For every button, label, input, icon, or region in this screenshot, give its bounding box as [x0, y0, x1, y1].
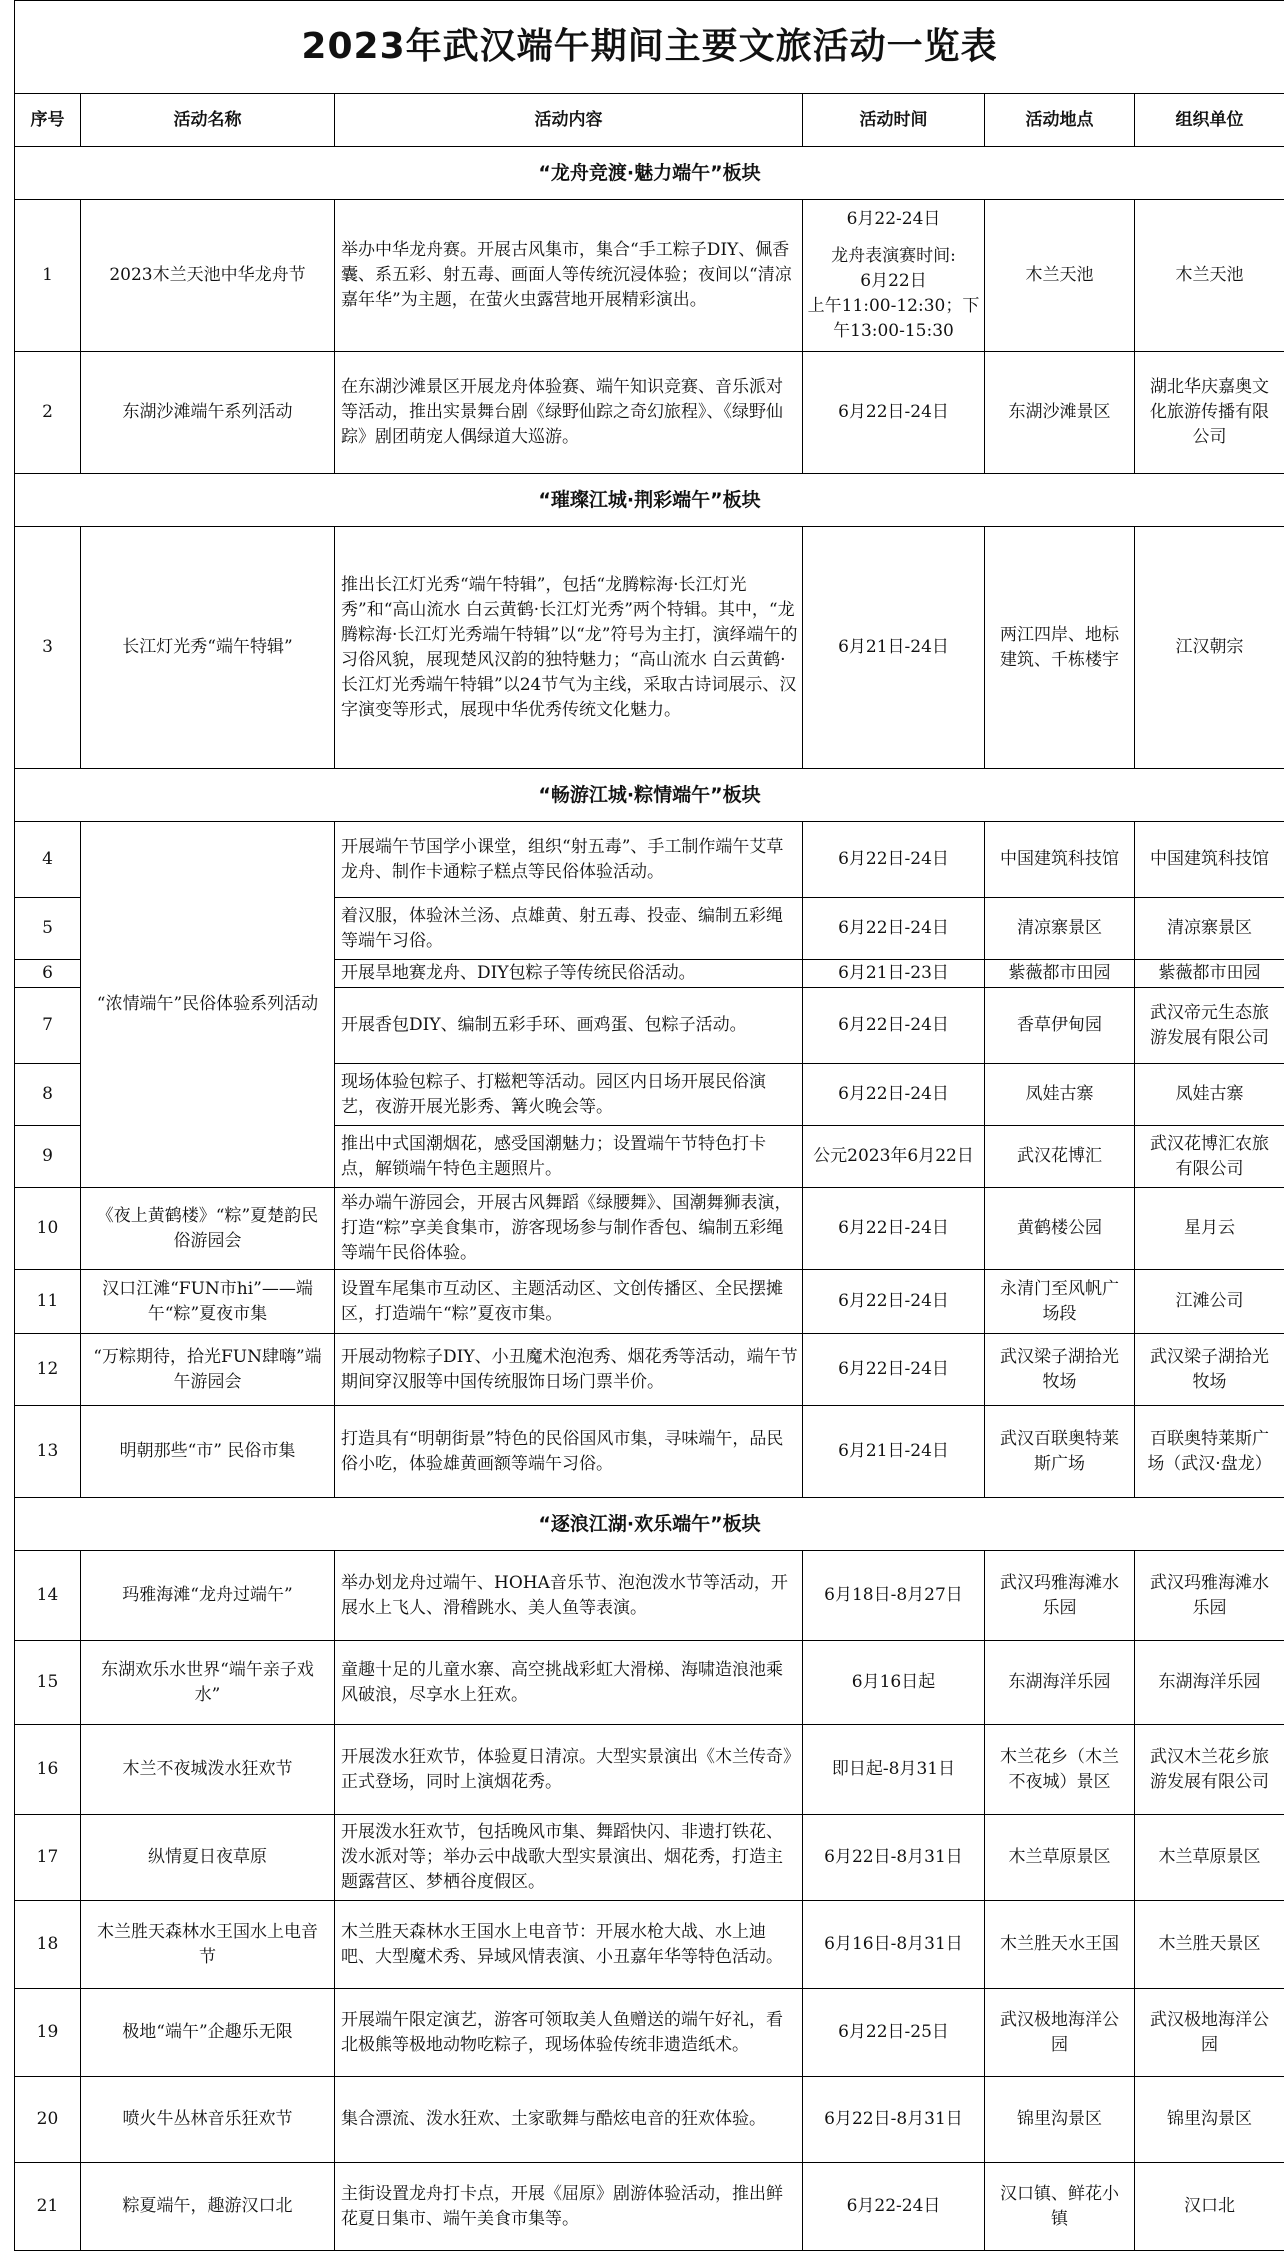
activity-location: 永清门至风帆广场段 — [985, 1270, 1135, 1334]
activity-name: 木兰不夜城泼水狂欢节 — [81, 1725, 335, 1815]
header-time: 活动时间 — [803, 94, 985, 147]
activity-time: 6月22日-24日 — [803, 988, 985, 1064]
activity-location: 武汉玛雅海滩水乐园 — [985, 1551, 1135, 1641]
section-row — [15, 1498, 1284, 1551]
activity-name: 汉口江滩“FUN市hi”——端午“粽”夏夜市集 — [81, 1270, 335, 1334]
activity-location: 黄鹤楼公园 — [985, 1188, 1135, 1270]
activity-location: 武汉百联奥特莱斯广场 — [985, 1406, 1135, 1498]
activity-content: 现场体验包粽子、打糍粑等活动。园区内日场开展民俗演艺，夜游开展光影秀、篝火晚会等。 — [335, 1064, 803, 1126]
section-title: “璀璨江城·荆彩端午”板块 — [15, 474, 1284, 527]
row-number: 3 — [15, 527, 81, 769]
activity-name: 明朝那些“市” 民俗市集 — [81, 1406, 335, 1498]
activity-time: 6月22日-24日 — [803, 1064, 985, 1126]
activity-location: 紫薇都市田园 — [985, 960, 1135, 988]
activity-name: 东湖沙滩端午系列活动 — [81, 352, 335, 474]
row-number: 12 — [15, 1334, 81, 1406]
row-number: 4 — [15, 822, 81, 898]
activity-time: 6月21日-24日 — [803, 1406, 985, 1498]
header-name: 活动名称 — [81, 94, 335, 147]
table-row — [15, 1725, 1284, 1815]
activity-location: 东湖沙滩景区 — [985, 352, 1135, 474]
activity-time: 6月22日-25日 — [803, 1989, 985, 2077]
title-row — [15, 1, 1284, 94]
activity-location: 木兰天池 — [985, 200, 1135, 352]
activity-time: 6月22日-24日 — [803, 1270, 985, 1334]
row-number: 2 — [15, 352, 81, 474]
table-row — [15, 1188, 1284, 1270]
activity-organizer: 武汉梁子湖拾光牧场 — [1135, 1334, 1284, 1406]
activity-name: “万粽期待，拾光FUN肆嗨”端午游园会 — [81, 1334, 335, 1406]
activity-organizer: 武汉帝元生态旅游发展有限公司 — [1135, 988, 1284, 1064]
activity-content: 开展端午限定演艺，游客可领取美人鱼赠送的端午好礼，看北极熊等极地动物吃粽子，现场体验传统非遗造纸术。 — [335, 1989, 803, 2077]
table-row — [15, 1551, 1284, 1641]
activity-organizer: 汉口北 — [1135, 2163, 1284, 2251]
activity-content: 开展旱地赛龙舟、DIY包粽子等传统民俗活动。 — [335, 960, 803, 988]
activity-content: 举办划龙舟过端午、HOHA音乐节、泡泡泼水节等活动，开展水上飞人、滑稽跳水、美人鱼等表演。 — [335, 1551, 803, 1641]
activity-location: 锦里沟景区 — [985, 2077, 1135, 2163]
row-number: 10 — [15, 1188, 81, 1270]
activity-time: 6月22日-8月31日 — [803, 1815, 985, 1901]
activity-time: 6月22日-24日 — [803, 822, 985, 898]
section-title: “龙舟竞渡·魅力端午”板块 — [15, 147, 1284, 200]
header-no: 序号 — [15, 94, 81, 147]
activity-organizer: 清凉寨景区 — [1135, 898, 1284, 960]
table-row — [15, 1989, 1284, 2077]
row-number: 17 — [15, 1815, 81, 1901]
activity-name: “浓情端午”民俗体验系列活动 — [81, 822, 335, 1188]
activity-content: 主街设置龙舟打卡点，开展《屈原》剧游体验活动，推出鲜花夏日集市、端午美食市集等。 — [335, 2163, 803, 2251]
activity-content: 推出长江灯光秀“端午特辑”，包括“龙腾粽海·长江灯光秀”和“高山流水 白云黄鹤·长江灯光秀”两个特辑。其中，“龙腾粽海·长江灯光秀端午特辑”以“龙”符号为主打，演绎端午的习俗风貌，展现楚风汉韵的独特魅力；“高山流水 白云黄鹤·长江灯光秀端午特辑”以24节气为主线，采取古诗词展示、汉字演变等形式，展现中华优秀传统文化魅力。 — [335, 527, 803, 769]
activity-content: 开展泼水狂欢节，体验夏日清凉。大型实景演出《木兰传奇》正式登场，同时上演烟花秀。 — [335, 1725, 803, 1815]
activity-name: 喷火牛丛林音乐狂欢节 — [81, 2077, 335, 2163]
activity-content: 开展动物粽子DIY、小丑魔术泡泡秀、烟花秀等活动，端午节期间穿汉服等中国传统服饰日场门票半价。 — [335, 1334, 803, 1406]
activity-time: 6月18日-8月27日 — [803, 1551, 985, 1641]
row-number: 19 — [15, 1989, 81, 2077]
activity-time: 6月22日-24日 — [803, 352, 985, 474]
activity-organizer: 木兰草原景区 — [1135, 1815, 1284, 1901]
row-number: 13 — [15, 1406, 81, 1498]
activity-content: 打造具有“明朝街景”特色的民俗国风市集，寻味端午，品民俗小吃，体验雄黄画额等端午习俗。 — [335, 1406, 803, 1498]
activity-time: 即日起-8月31日 — [803, 1725, 985, 1815]
activity-content: 在东湖沙滩景区开展龙舟体验赛、端午知识竞赛、音乐派对等活动，推出实景舞台剧《绿野仙踪之奇幻旅程》、《绿野仙踪》剧团萌宠人偶绿道大巡游。 — [335, 352, 803, 474]
time-line: 6月22-24日 — [846, 209, 941, 229]
activity-location: 木兰花乡（木兰不夜城）景区 — [985, 1725, 1135, 1815]
table-row — [15, 2077, 1284, 2163]
activity-organizer: 湖北华庆嘉奥文化旅游传播有限公司 — [1135, 352, 1284, 474]
activity-location: 武汉梁子湖拾光牧场 — [985, 1334, 1135, 1406]
table-row — [15, 822, 1284, 898]
activity-name: 极地“端午”企趣乐无限 — [81, 1989, 335, 2077]
time-line: 6月22日 — [860, 271, 927, 291]
activity-organizer: 江滩公司 — [1135, 1270, 1284, 1334]
activity-organizer: 紫薇都市田园 — [1135, 960, 1284, 988]
activity-time: 6月16日起 — [803, 1641, 985, 1725]
header-row — [15, 94, 1284, 147]
activity-organizer: 木兰天池 — [1135, 200, 1284, 352]
table-row — [15, 1334, 1284, 1406]
table-row — [15, 1270, 1284, 1334]
table-row — [15, 527, 1284, 769]
row-number: 15 — [15, 1641, 81, 1725]
activity-content: 着汉服，体验沐兰汤、点雄黄、射五毒、投壶、编制五彩绳等端午习俗。 — [335, 898, 803, 960]
row-number: 9 — [15, 1126, 81, 1188]
activity-organizer: 武汉花博汇农旅有限公司 — [1135, 1126, 1284, 1188]
row-number: 14 — [15, 1551, 81, 1641]
row-number: 5 — [15, 898, 81, 960]
table-row — [15, 1901, 1284, 1989]
activity-location: 中国建筑科技馆 — [985, 822, 1135, 898]
activity-location: 木兰草原景区 — [985, 1815, 1135, 1901]
row-number: 20 — [15, 2077, 81, 2163]
activity-name: 长江灯光秀“端午特辑” — [81, 527, 335, 769]
activity-location: 木兰胜天水王国 — [985, 1901, 1135, 1989]
activity-location: 香草伊甸园 — [985, 988, 1135, 1064]
row-number: 18 — [15, 1901, 81, 1989]
activity-organizer: 百联奥特莱斯广场（武汉·盘龙） — [1135, 1406, 1284, 1498]
activity-content: 设置车尾集市互动区、主题活动区、文创传播区、全民摆摊区，打造端午“粽”夏夜市集。 — [335, 1270, 803, 1334]
time-line: 上午11:00-12:30；下午13:00-15:30 — [807, 296, 980, 341]
activity-organizer: 江汉朝宗 — [1135, 527, 1284, 769]
activity-time: 6月16日-8月31日 — [803, 1901, 985, 1989]
table-row — [15, 1641, 1284, 1725]
activity-content: 童趣十足的儿童水寨、高空挑战彩虹大滑梯、海啸造浪池乘风破浪，尽享水上狂欢。 — [335, 1641, 803, 1725]
page-title: 2023年武汉端午期间主要文旅活动一览表 — [15, 1, 1284, 94]
activity-content: 集合漂流、泼水狂欢、土家歌舞与酷炫电音的狂欢体验。 — [335, 2077, 803, 2163]
activity-location: 武汉极地海洋公园 — [985, 1989, 1135, 2077]
row-number: 8 — [15, 1064, 81, 1126]
activity-time: 6月22日-24日 — [803, 1334, 985, 1406]
table-row — [15, 352, 1284, 474]
activity-name: 东湖欢乐水世界“端午亲子戏水” — [81, 1641, 335, 1725]
row-number: 11 — [15, 1270, 81, 1334]
activity-content: 举办端午游园会，开展古风舞蹈《绿腰舞》、国潮舞狮表演，打造“粽”享美食集市，游客现场参与制作香包、编制五彩绳等端午民俗体验。 — [335, 1188, 803, 1270]
activity-content: 推出中式国潮烟花，感受国潮魅力；设置端午节特色打卡点，解锁端午特色主题照片。 — [335, 1126, 803, 1188]
activity-organizer: 武汉玛雅海滩水乐园 — [1135, 1551, 1284, 1641]
activity-content: 开展香包DIY、编制五彩手环、画鸡蛋、包粽子活动。 — [335, 988, 803, 1064]
table-row — [15, 1406, 1284, 1498]
activity-organizer: 武汉木兰花乡旅游发展有限公司 — [1135, 1725, 1284, 1815]
activity-time — [803, 200, 985, 352]
activity-organizer: 东湖海洋乐园 — [1135, 1641, 1284, 1725]
row-number: 16 — [15, 1725, 81, 1815]
activity-time: 6月22日-8月31日 — [803, 2077, 985, 2163]
activity-content: 举办中华龙舟赛。开展古风集市，集合“手工粽子DIY、佩香囊、系五彩、射五毒、画面人等传统沉浸体验；夜间以“清凉嘉年华”为主题，在萤火虫露营地开展精彩演出。 — [335, 200, 803, 352]
activity-name: 2023木兰天池中华龙舟节 — [81, 200, 335, 352]
header-content: 活动内容 — [335, 94, 803, 147]
activity-location: 东湖海洋乐园 — [985, 1641, 1135, 1725]
activity-name: 玛雅海滩“龙舟过端午” — [81, 1551, 335, 1641]
activity-location: 凤娃古寨 — [985, 1064, 1135, 1126]
table-row — [15, 200, 1284, 352]
activity-name: 纵情夏日夜草原 — [81, 1815, 335, 1901]
activity-organizer: 锦里沟景区 — [1135, 2077, 1284, 2163]
activity-time: 6月22-24日 — [803, 2163, 985, 2251]
time-line: 龙舟表演赛时间: — [831, 246, 956, 266]
activity-time: 6月22日-24日 — [803, 898, 985, 960]
table-row — [15, 2163, 1284, 2251]
row-number: 21 — [15, 2163, 81, 2251]
row-number: 1 — [15, 200, 81, 352]
row-number: 6 — [15, 960, 81, 988]
activity-time: 6月21日-23日 — [803, 960, 985, 988]
activity-time: 6月21日-24日 — [803, 527, 985, 769]
activity-organizer: 武汉极地海洋公园 — [1135, 1989, 1284, 2077]
activity-location: 两江四岸、地标建筑、千栋楼宇 — [985, 527, 1135, 769]
section-title: “逐浪江湖·欢乐端午”板块 — [15, 1498, 1284, 1551]
activity-location: 汉口镇、鲜花小镇 — [985, 2163, 1135, 2251]
activity-name: 《夜上黄鹤楼》“粽”夏楚韵民俗游园会 — [81, 1188, 335, 1270]
header-organizer: 组织单位 — [1135, 94, 1284, 147]
table-row — [15, 1815, 1284, 1901]
section-row — [15, 147, 1284, 200]
section-title: “畅游江城·粽情端午”板块 — [15, 769, 1284, 822]
activity-location: 武汉花博汇 — [985, 1126, 1135, 1188]
activity-organizer: 星月云 — [1135, 1188, 1284, 1270]
activity-time: 公元2023年6月22日 — [803, 1126, 985, 1188]
header-location: 活动地点 — [985, 94, 1135, 147]
activity-content: 开展泼水狂欢节，包括晚风市集、舞蹈快闪、非遗打铁花、泼水派对等；举办云中战歌大型实景演出、烟花秀，打造主题露营区、梦栖谷度假区。 — [335, 1815, 803, 1901]
section-row — [15, 769, 1284, 822]
activity-location: 清凉寨景区 — [985, 898, 1135, 960]
row-number: 7 — [15, 988, 81, 1064]
activity-organizer: 木兰胜天景区 — [1135, 1901, 1284, 1989]
activity-organizer: 中国建筑科技馆 — [1135, 822, 1284, 898]
activity-name: 粽夏端午，趣游汉口北 — [81, 2163, 335, 2251]
activity-content: 开展端午节国学小课堂，组织“射五毒”、手工制作端午艾草龙舟、制作卡通粽子糕点等民俗体验活动。 — [335, 822, 803, 898]
section-row — [15, 474, 1284, 527]
activity-time: 6月22日-24日 — [803, 1188, 985, 1270]
activity-name: 木兰胜天森林水王国水上电音节 — [81, 1901, 335, 1989]
activity-table — [14, 0, 1284, 2251]
activity-content: 木兰胜天森林水王国水上电音节：开展水枪大战、水上迪吧、大型魔术秀、异域风情表演、小丑嘉年华等特色活动。 — [335, 1901, 803, 1989]
activity-organizer: 凤娃古寨 — [1135, 1064, 1284, 1126]
